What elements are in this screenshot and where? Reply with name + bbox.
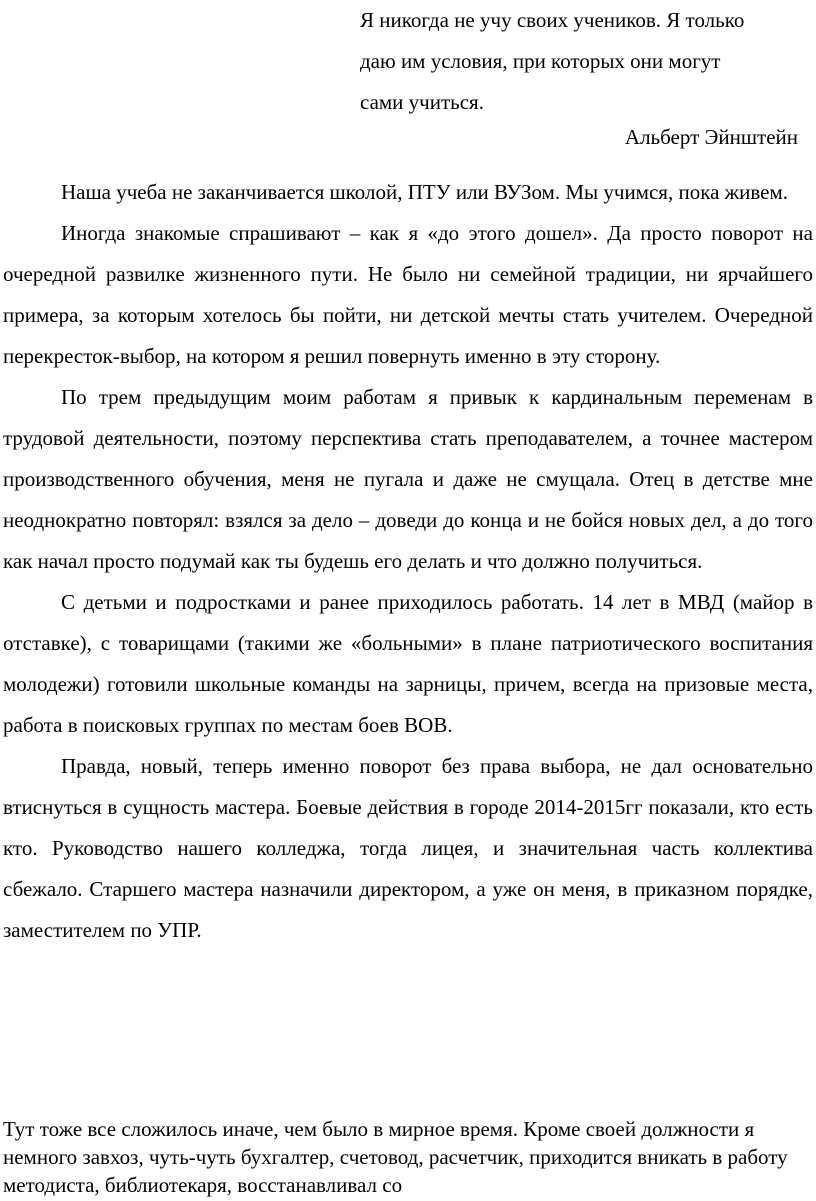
epigraph-line: сами учиться. — [360, 90, 484, 114]
body-paragraph: Наша учеба не заканчивается школой, ПТУ или ВУЗом. Мы учимся, пока живем. — [61, 180, 789, 204]
body-paragraph: Правда, новый, теперь именно поворот без права выбора, не дал основательно втиснуться в сущность мастера. Боевые действия в городе 2014-2015гг показали, кто есть кто. Руководство нашего колледжа, тогда лицея, и значительная часть коллектива сбежало. Старшего мастера назначили директором, а уже он меня, в приказном порядке, заместителем по УПР. — [3, 754, 813, 942]
tail-paragraph: Тут тоже все сложилось иначе, чем было в мирное время. Кроме своей должности я немного завхоз, чуть-чуть бухгалтер, счетовод, расчетчик, приходится вникать в работу методиста, библиотекаря, восстанавливал со — [3, 1117, 788, 1197]
epigraph-author: Альберт Эйнштейн — [624, 125, 798, 149]
body-text — [3, 172, 813, 951]
body-paragraph: С детьми и подростками и ранее приходилось работать. 14 лет в МВД (майор в отставке), с товарищами (такими же «больными» в плане патриотического воспитания молодежи) готовили школьные команды на зарницы, причем, всегда на призовые места, работа в поисковых группах по местам боев ВОВ. — [3, 590, 813, 737]
body-paragraph: По трем предыдущим моим работам я привык к кардинальным переменам в трудовой деятельности, поэтому перспектива стать преподавателем, а точнее мастером производственного обучения, меня не пугала и даже не смущала. Отец в детстве мне неоднократно повторял: взялся за дело – доведи до конца и не бойся новых дел, а до того как начал просто подумай как ты будешь его делать и что должно получиться. — [3, 385, 813, 573]
epigraph-line: даю им условия, при которых они могут — [360, 49, 721, 73]
epigraph-quote — [360, 0, 790, 123]
epigraph-line: Я никогда не учу своих учеников. Я только — [360, 8, 745, 32]
body-paragraph: Иногда знакомые спрашивают – как я «до этого дошел». Да просто поворот на очередной развилке жизненного пути. Не было ни семейной традиции, ни ярчайшего примера, за которым хотелось бы пойти, ни детской мечты стать учителем. Очередной перекресток-выбор, на котором я решил повернуть именно в эту сторону. — [3, 221, 813, 368]
